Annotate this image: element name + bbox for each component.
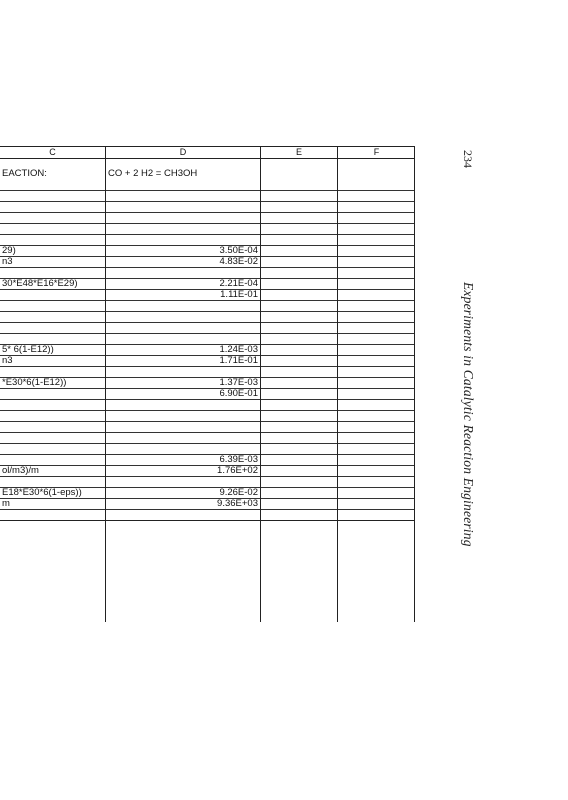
cell-c: *E30*6(1-E12)): [2, 378, 67, 388]
table-row: [0, 334, 415, 345]
spreadsheet-table: [0, 146, 415, 521]
column-divider: [337, 146, 338, 622]
column-header-f: F: [373, 147, 380, 157]
table-row: [0, 235, 415, 246]
cell-c: m: [2, 499, 10, 509]
cell-d: 2.21E-04: [219, 278, 258, 289]
column-header-row: [0, 147, 415, 159]
page-number: 234: [461, 150, 475, 168]
cell-d: CO + 2 H2 = CH3OH: [108, 168, 198, 179]
cell-c: 29): [2, 246, 16, 256]
table-row: [0, 257, 415, 268]
table-row: [0, 312, 415, 323]
table-row: [0, 510, 415, 520]
table-row: [0, 301, 415, 312]
table-row: [0, 444, 415, 455]
cell-d: 1.11E-01: [220, 289, 258, 300]
table-row: [0, 488, 415, 499]
table-row: [0, 290, 415, 301]
table-row: [0, 499, 415, 510]
cell-c: ol/m3)/m: [2, 466, 39, 476]
cell-d: 9.26E-02: [219, 487, 258, 498]
table-row: [0, 213, 415, 224]
table-row: [0, 477, 415, 488]
cell-d: 6.90E-01: [219, 388, 258, 399]
cell-c: 5* 6(1-E12)): [2, 345, 54, 355]
cell-d: 3.50E-04: [219, 245, 258, 256]
table-row: [0, 466, 415, 477]
cell-c: n3: [2, 257, 13, 267]
cell-c: E18*E30*6(1-eps)): [2, 488, 82, 498]
column-divider: [105, 146, 106, 622]
table-row: [0, 202, 415, 213]
table-row: [0, 224, 415, 235]
cell-d: 6.39E-03: [219, 454, 258, 465]
table-row: [0, 400, 415, 411]
table-row: [0, 191, 415, 202]
cell-d: 1.71E-01: [219, 355, 258, 366]
table-row: [0, 378, 415, 389]
table-row: [0, 268, 415, 279]
table-row: [0, 356, 415, 367]
running-head: Experiments in Catalytic Reaction Engineering: [461, 282, 476, 547]
column-divider: [414, 146, 415, 622]
table-row: [0, 389, 415, 400]
cell-c: n3: [2, 356, 13, 366]
table-row: [0, 455, 415, 466]
table-row: [0, 433, 415, 444]
cell-c: 30*E48*E16*E29): [2, 279, 78, 289]
table-row: [0, 279, 415, 290]
column-divider: [260, 146, 261, 622]
table-row: [0, 159, 415, 191]
table-row: [0, 367, 415, 378]
column-header-c: C: [49, 147, 56, 157]
cell-d: 1.76E+02: [217, 465, 258, 476]
table-row: [0, 345, 415, 356]
column-header-e: E: [295, 147, 302, 157]
table-row: [0, 246, 415, 257]
cell-d: 4.83E-02: [219, 256, 258, 267]
table-row: [0, 411, 415, 422]
cell-c: EACTION:: [2, 169, 47, 179]
table-row: [0, 323, 415, 334]
column-header-d: D: [179, 147, 187, 157]
cell-d: 1.24E-03: [219, 344, 258, 355]
table-row: [0, 422, 415, 433]
cell-d: 1.37E-03: [219, 377, 258, 388]
cell-d: 9.36E+03: [217, 498, 258, 509]
